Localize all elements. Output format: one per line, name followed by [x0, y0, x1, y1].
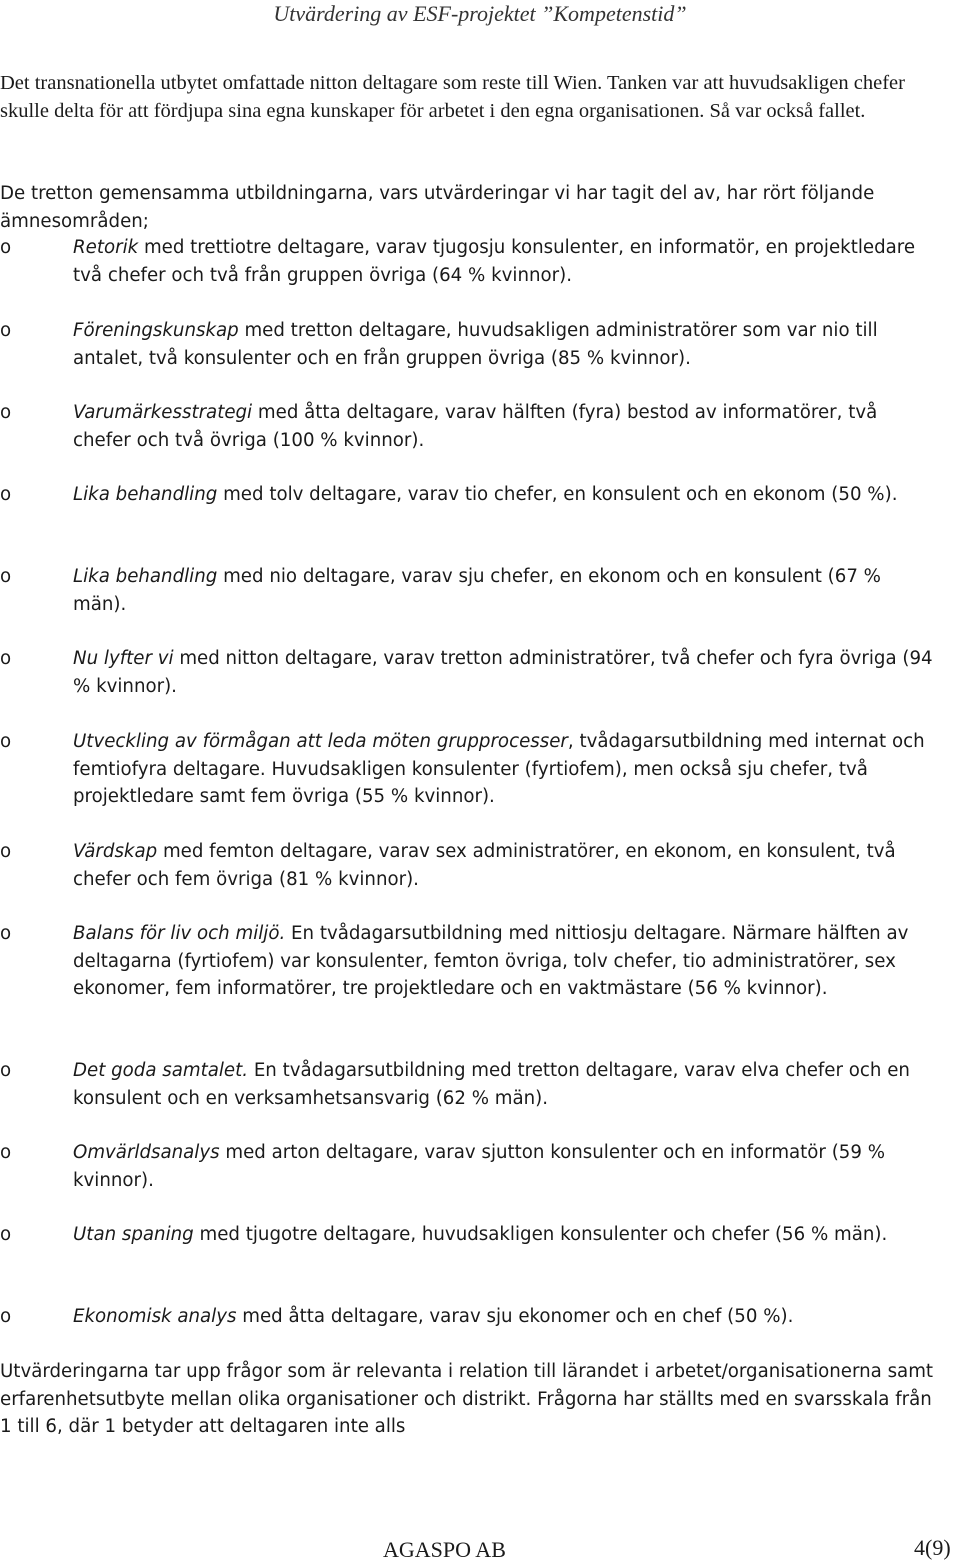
course-description: med åtta deltagare, varav sju ekonomer och en chef (50 %). [236, 1306, 794, 1327]
course-title: Nu lyfter vi [73, 648, 174, 669]
bullet-marker: o [0, 237, 12, 258]
bullet-marker: o [0, 1306, 12, 1327]
course-description: med tjugotre deltagare, huvudsakligen konsulenter och chefer (56 % män). [193, 1224, 888, 1245]
bullet-marker: o [0, 1060, 12, 1081]
list-item-text [73, 645, 933, 700]
bullet-marker: o [0, 566, 12, 587]
course-description: En tvådagarsutbildning med nittiosju deltagare. Närmare hälften av deltagarna (fyrtiofem) var konsulenter, femton övriga, tolv chefer, tio administratörer, sex ekonomer, fem informatörer, tre projektledare och en vaktmästare (56 % kvinnor). [73, 923, 909, 999]
list-item-text [73, 728, 933, 811]
course-title: Utveckling av förmågan att leda möten grupprocesser [73, 731, 568, 752]
course-description: med tretton deltagare, huvudsakligen administratörer som var nio till antalet, två konsulenter och en från gruppen övriga (85 % kvinnor). [73, 320, 878, 369]
page-number: 4(9) [914, 1535, 951, 1560]
course-title: Lika behandling [73, 484, 218, 505]
list-item-text [73, 1057, 933, 1112]
list-item-text [73, 838, 933, 893]
bullet-marker: o [0, 923, 12, 944]
course-description: , tvådagarsutbildning med internat och femtiofyra deltagare. Huvudsakligen konsulenter (fyrtiofem), men också sju chefer, två projektledare samt fem övriga (55 % kvinnor). [73, 731, 925, 807]
course-title: Värdskap [73, 841, 158, 862]
list-item-text [73, 1303, 933, 1331]
course-description: med arton deltagare, varav sjutton konsulenter och en informatör (59 % kvinnor). [73, 1142, 885, 1191]
list-item-text [73, 317, 933, 372]
topics-intro-paragraph: De tretton gemensamma utbildningarna, vars utvärderingar vi har tagit del av, har rört följande ämnesområden; [0, 183, 875, 232]
list-item-text [73, 1139, 933, 1194]
course-description: En tvådagarsutbildning med tretton deltagare, varav elva chefer och en konsulent och en verksamhetsansvarig (62 % män). [73, 1060, 910, 1109]
course-description: med nitton deltagare, varav tretton administratörer, två chefer och fyra övriga (94 % kvinnor). [73, 648, 933, 697]
course-title: Varumärkesstrategi [73, 402, 253, 423]
course-description: med åtta deltagare, varav hälften (fyra) bestod av informatörer, två chefer och två övriga (100 % kvinnor). [73, 402, 878, 451]
page-header: Utvärdering av ESF-projektet ”Kompetenstid” [273, 1, 687, 26]
intro-paragraph: Det transnationella utbytet omfattade nitton deltagare som reste till Wien. Tanken var att huvudsakligen chefer skulle delta för att fördjupa sina egna kunskaper för arbetet i den egna organisationen. Så var också fallet. [0, 72, 905, 122]
bullet-marker: o [0, 1142, 12, 1163]
list-item-text [73, 481, 933, 509]
course-title: Utan spaning [73, 1224, 194, 1245]
bullet-marker: o [0, 731, 12, 752]
course-title: Föreningskunskap [73, 320, 239, 341]
course-description: med femton deltagare, varav sex administratörer, en ekonom, en konsulent, två chefer och fem övriga (81 % kvinnor). [73, 841, 896, 890]
bullet-marker: o [0, 648, 12, 669]
course-description: med trettiotre deltagare, varav tjugosju konsulenter, en informatör, en projektledare två chefer och två från gruppen övriga (64 % kvinnor). [73, 237, 916, 286]
list-item-text [73, 399, 933, 454]
course-description: med nio deltagare, varav sju chefer, en ekonom och en konsulent (67 % män). [73, 566, 881, 615]
bullet-marker: o [0, 484, 12, 505]
course-title: Ekonomisk analys [73, 1306, 237, 1327]
list-item-text [73, 234, 933, 289]
evaluation-paragraph: Utvärderingarna tar upp frågor som är relevanta i relation till lärandet i arbetet/organisationerna samt erfarenhetsutbyte mellan olika organisationer och distrikt. Frågorna har ställts med en svarsskala från 1 till 6, där 1 betyder att deltagaren inte alls [0, 1361, 934, 1437]
course-title: Lika behandling [73, 566, 218, 587]
bullet-marker: o [0, 1224, 12, 1245]
course-description: med tolv deltagare, varav tio chefer, en konsulent och en ekonom (50 %). [217, 484, 898, 505]
course-title: Retorik [73, 237, 139, 258]
footer-company: AGASPO AB [383, 1537, 506, 1562]
bullet-marker: o [0, 402, 12, 423]
bullet-marker: o [0, 320, 12, 341]
list-item-text [73, 563, 933, 618]
list-item-text [73, 920, 933, 1003]
course-title: Det goda samtalet. [73, 1060, 249, 1081]
list-item-text [73, 1221, 933, 1249]
course-title: Balans för liv och miljö. [73, 923, 286, 944]
bullet-marker: o [0, 841, 12, 862]
course-title: Omvärldsanalys [73, 1142, 220, 1163]
